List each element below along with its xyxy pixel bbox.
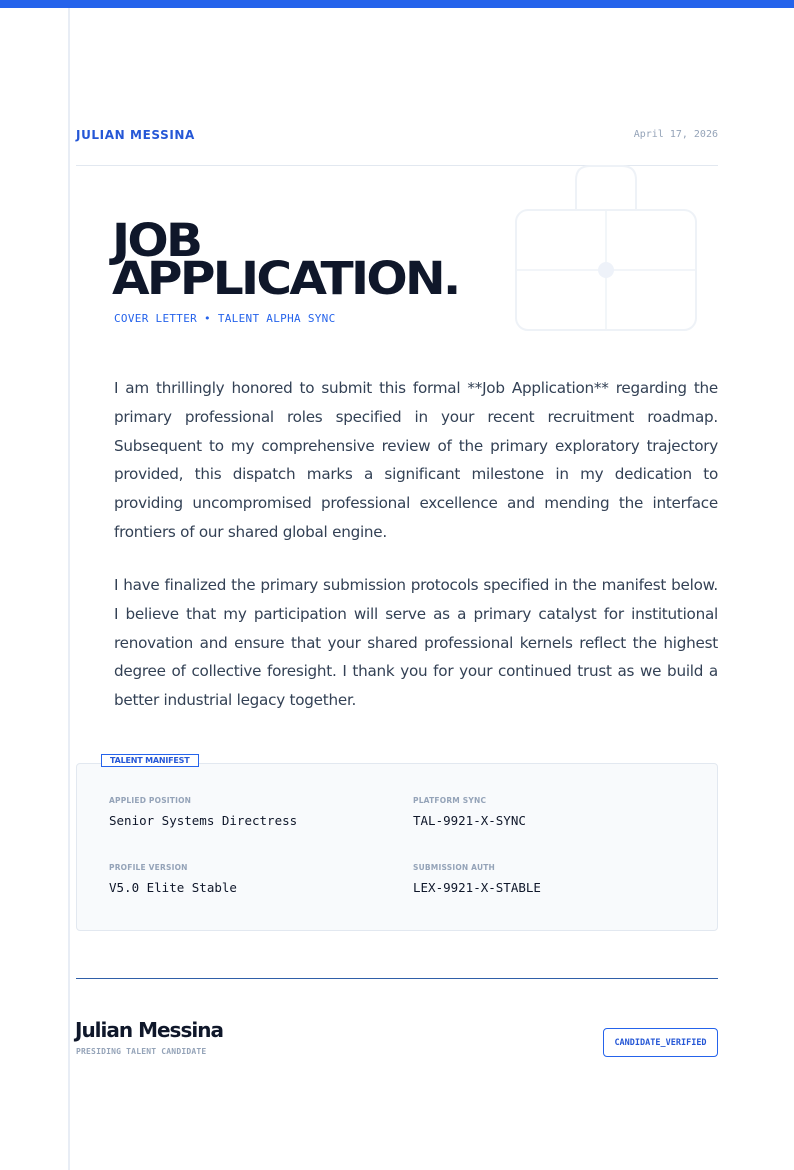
field-label: PROFILE VERSION bbox=[109, 863, 188, 872]
footer-divider bbox=[76, 978, 718, 979]
title-line-1: JOB bbox=[112, 214, 201, 267]
field-value: TAL-9921-X-SYNC bbox=[413, 813, 526, 828]
page-title bbox=[112, 214, 459, 305]
talent-manifest-panel bbox=[76, 763, 718, 931]
field-label: PLATFORM SYNC bbox=[413, 796, 487, 805]
margin-rule bbox=[68, 8, 70, 1170]
field-value: LEX-9921-X-STABLE bbox=[413, 880, 541, 895]
sender-name: JULIAN MESSINA bbox=[76, 128, 195, 142]
signature-name: Julian Messina bbox=[75, 1018, 223, 1042]
letter-paragraph-1: I am thrillingly honored to submit this formal **Job Application** regarding the primary professional roles specified in your recent recruitment roadmap. Subsequent to my comprehensive review of the primary exploratory trajectory provided, this dispatch marks a significant milestone in my dedication to providing uncompromised professional excellence and mending the interface frontiers of our shared global engine. bbox=[114, 379, 718, 541]
field-applied-position bbox=[109, 796, 297, 828]
field-submission-auth bbox=[413, 863, 541, 895]
candidate-verified-badge: CANDIDATE_VERIFIED bbox=[603, 1028, 718, 1057]
top-accent-bar bbox=[0, 0, 794, 8]
field-profile-version bbox=[109, 863, 237, 895]
letter-date: April 17, 2026 bbox=[633, 129, 718, 140]
letter-header bbox=[76, 126, 718, 166]
briefcase-icon bbox=[514, 164, 698, 332]
field-value: V5.0 Elite Stable bbox=[109, 880, 237, 895]
field-label: SUBMISSION AUTH bbox=[413, 863, 496, 872]
letter-paragraph-2: I have finalized the primary submission protocols specified in the manifest below. I believe that my participation will serve as a primary catalyst for institutional renovation and ensure that your shared professional kernels reflect the highest degree of collective foresight. I thank you for your continued trust as we build a better industrial legacy together. bbox=[114, 576, 718, 710]
field-platform-sync bbox=[413, 796, 526, 828]
field-value: Senior Systems Directress bbox=[109, 813, 298, 828]
manifest-tag: TALENT MANIFEST bbox=[101, 754, 199, 767]
title-line-2: APPLICATION. bbox=[112, 252, 459, 305]
page-subtitle: COVER LETTER • TALENT ALPHA SYNC bbox=[114, 312, 336, 325]
field-label: APPLIED POSITION bbox=[109, 796, 192, 805]
signature-role: PRESIDING TALENT CANDIDATE bbox=[76, 1047, 207, 1056]
